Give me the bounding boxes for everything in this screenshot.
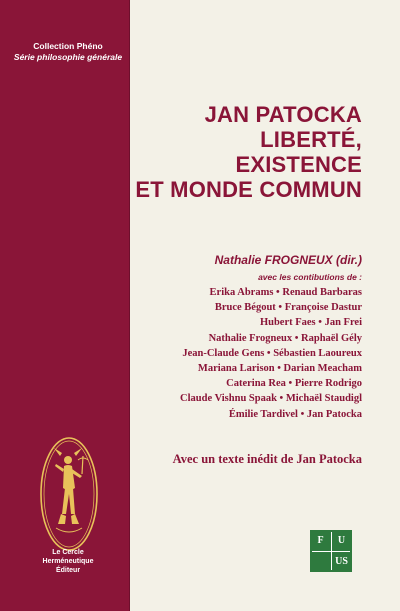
contributor-line: Caterina Rea • Pierre Rodrigo (226, 378, 362, 390)
title-line-4: ET MONDE COMMUN (135, 177, 362, 202)
contributor-line: Hubert Faes • Jan Frei (259, 317, 362, 329)
logo-letters-us: US (335, 556, 348, 567)
publisher-name (8, 548, 128, 575)
contributions-intro: avec les contibutions de : (258, 272, 362, 282)
publisher-line-2: Herméneutique (42, 558, 94, 565)
author-editor: Nathalie FROGNEUX (dir.) (214, 253, 362, 267)
contributor-line: Bruce Bégout • Françoise Dastur (214, 302, 362, 314)
contributor-line: Nathalie Frogneux • Raphaël Gély (208, 332, 362, 344)
logo-letter-f: F (317, 535, 324, 546)
logo-cell-empty (310, 551, 331, 572)
unpublished-text-note: Avec un texte inédit de Jan Patocka (172, 452, 362, 466)
contributor-line: Erika Abrams • Renaud Barbaras (209, 287, 362, 298)
title-line-1: JAN PATOCKA (204, 102, 362, 127)
publisher-line-1: Le Cercle (52, 549, 84, 556)
publisher-line-3: Éditeur (55, 567, 81, 574)
book-title (122, 102, 362, 202)
fus-logo-icon (310, 530, 352, 572)
title-line-3: EXISTENCE (235, 152, 362, 177)
logo-letter-u: U (337, 535, 346, 546)
contributor-line: Émilie Tardivel • Jan Patocka (228, 408, 362, 420)
collection-info (8, 41, 128, 63)
collection-name: Collection Phéno (33, 41, 103, 51)
contributor-line: Mariana Larison • Darian Meacham (197, 363, 362, 375)
contributor-line: Claude Vishnu Spaak • Michaël Staudigl (180, 393, 362, 405)
collection-series: Série philosophie générale (13, 52, 123, 62)
contributors-list (112, 285, 362, 422)
hermes-emblem-icon (38, 436, 100, 556)
left-band (0, 0, 130, 611)
contributor-line: Jean-Claude Gens • Sébastien Laoureux (182, 347, 362, 359)
title-line-2: LIBERTÉ, (260, 127, 362, 152)
